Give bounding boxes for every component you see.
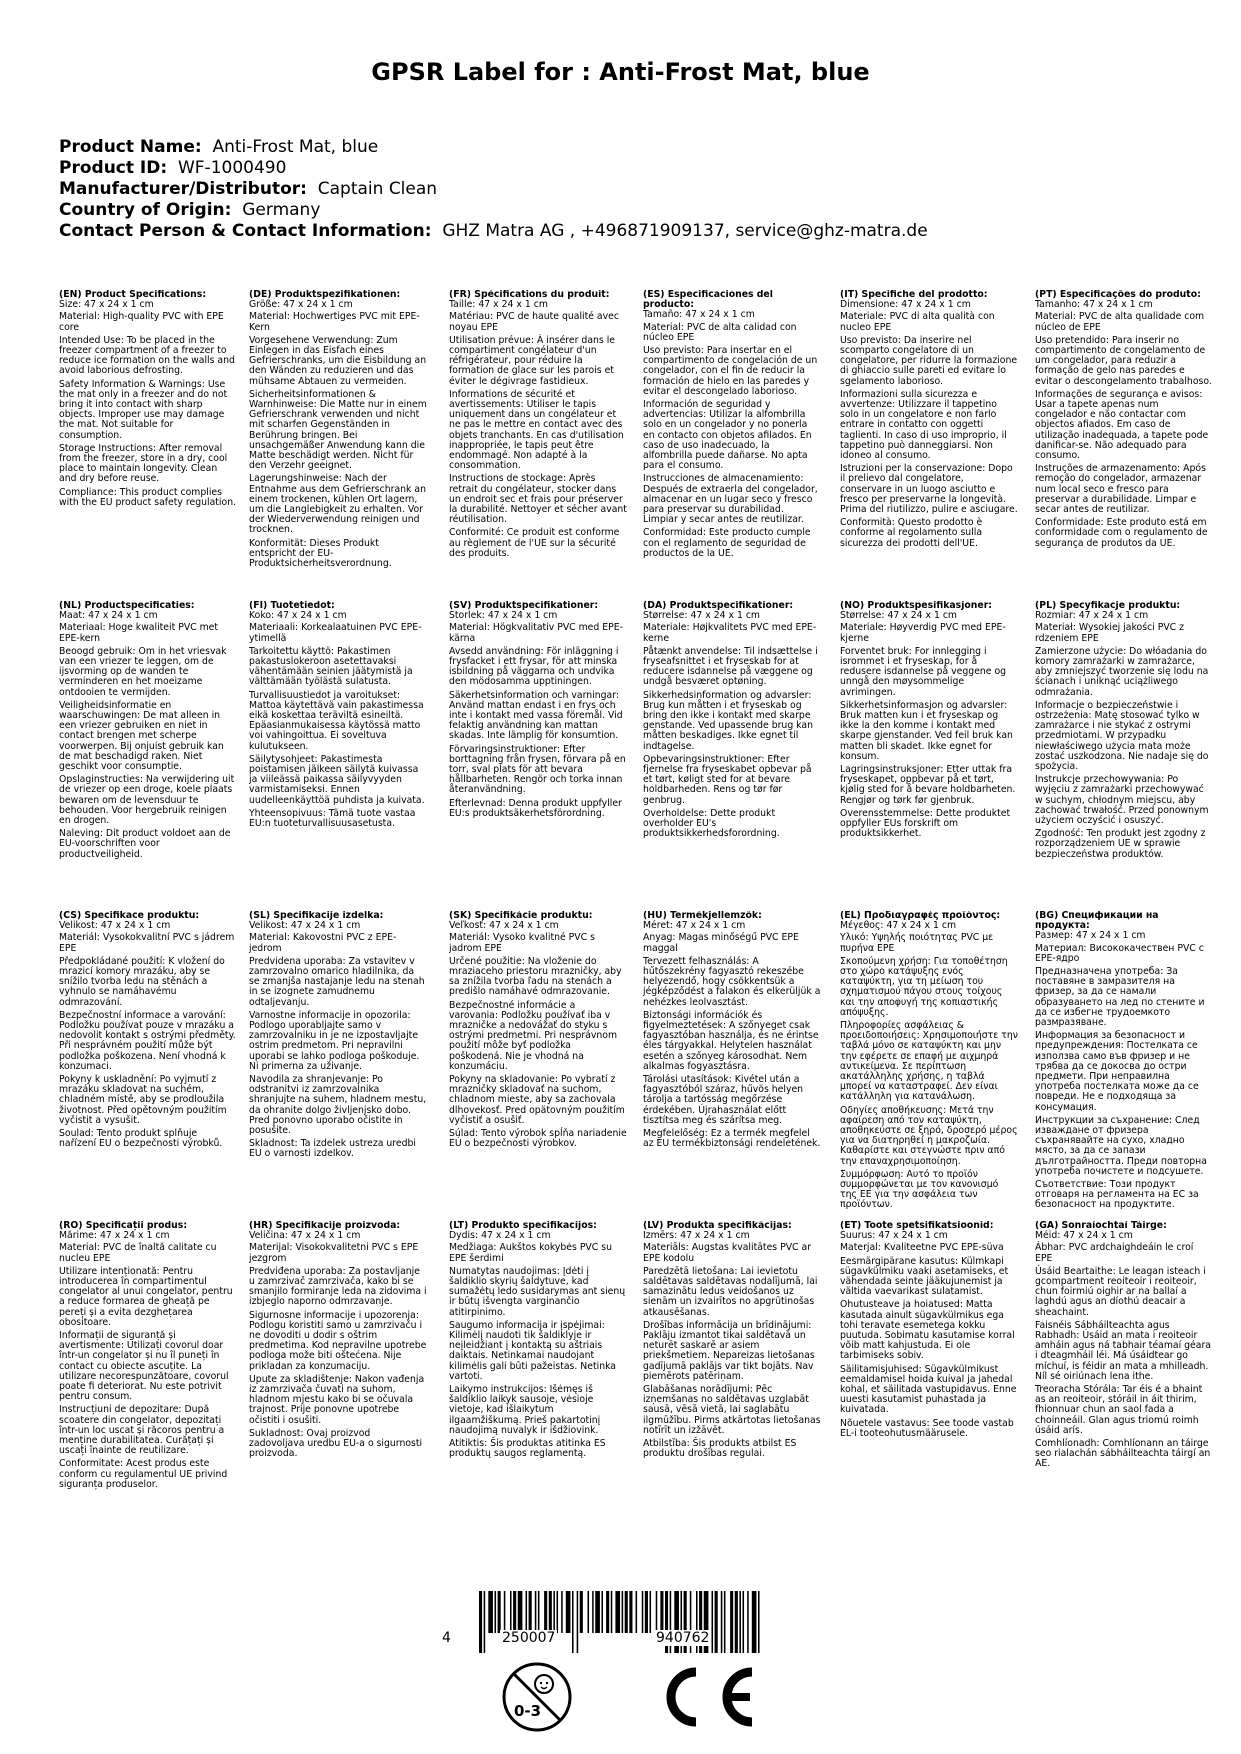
barcode-bar xyxy=(588,1591,590,1633)
spec-section-heading: (ET) Toote spetsifikatsioonid: xyxy=(840,1221,994,1231)
spec-section xyxy=(59,911,237,1211)
barcode-bar xyxy=(615,1591,620,1633)
spec-section xyxy=(249,1221,427,1521)
spec-paragraph: Materiál: Vysoko kvalitné PVC s jadrom EPE xyxy=(449,932,595,954)
barcode-bar xyxy=(642,1591,644,1633)
spec-paragraph: Material: High-quality PVC with EPE core xyxy=(59,311,224,333)
spec-paragraph: Lagerungshinweise: Nach der Entnahme aus dem Gefrierschrank an einem trockenen, kühlen Ort lagern, um die Langlebigkeit zu erhalten. Vor der Wiederverwendung reinigen und trocknen. xyxy=(249,473,426,536)
spec-section xyxy=(59,601,237,901)
spec-paragraph: Tárolási utasítások: Kivétel után a fagyasztóból száraz, hűvös helyen tárolja a tartósság megőrzése érdekében. Újrahasználat előtt tisztítsa meg és szárítsa meg. xyxy=(643,1074,804,1126)
product-header xyxy=(59,137,1189,242)
spec-section xyxy=(1035,290,1213,590)
contact-row: Contact Person & Contact Information: GHZ Matra AG , +496871909137, service@ghz-matra.de xyxy=(59,221,928,241)
spec-paragraph: Ábhar: PVC ardchaighdeáin le croí EPE xyxy=(1035,1242,1194,1264)
spec-paragraph: Méid: 47 x 24 x 1 cm xyxy=(1035,1230,1133,1242)
spec-paragraph: Размер: 47 x 24 x 1 cm xyxy=(1035,930,1146,942)
spec-paragraph: Efterlevnad: Denna produkt uppfyller EU:s produktsäkerhetsförordning. xyxy=(449,797,622,819)
spec-section xyxy=(643,911,821,1211)
spec-paragraph: Πληροφορίες ασφάλειας & προειδοποιήσεις: Χρησιμοποιήστε την ταβλά μόνο σε καταψύκτη και μην την εφέρετε σε επαφή με αιχμηρά αντικείμενα. Σε περίπτωση ακατάλληλης χρήσης, η ταβλά μπορεί να καταστραφεί. Δεν είναι κατάλληλη για κατανάλωση. xyxy=(840,1020,1018,1103)
barcode-bar xyxy=(611,1591,613,1633)
spec-section-heading: (SV) Produktspecifikationer: xyxy=(449,601,599,611)
barcode-bar xyxy=(601,1591,603,1633)
spec-section-heading: (BG) Спецификации на продукта: xyxy=(1035,911,1159,932)
spec-paragraph: Størrelse: 47 x 24 x 1 cm xyxy=(840,610,957,622)
barcode-bar xyxy=(660,1591,663,1633)
spec-paragraph: Ohutusteave ja hoiatused: Matta kasutada ainult sügavkülmikus ega tohi teravate esemetega kokku puutuda. Sobimatu kasutamise korral võib matt kahjustuda. Ei ole tarbimiseks sobiv. xyxy=(840,1299,1015,1362)
spec-paragraph: Materiale: Høyverdig PVC med EPE-kjerne xyxy=(840,622,1006,644)
spec-section-heading: (LV) Produkta specifikācijas: xyxy=(643,1221,792,1231)
spec-paragraph: Materiaal: Hoge kwaliteit PVC met EPE-kern xyxy=(59,622,219,644)
spec-paragraph: Instrucciones de almacenamiento: Después de extraerla del congelador, almacenar en un lugar seco y fresco para preservar su durabilidad. Limpiar y secar antes de reutilizar. xyxy=(643,473,818,526)
barcode-bar xyxy=(622,1591,624,1633)
spec-paragraph: Συμμόρφωση: Αυτό το προϊόν συμμορφώνεται με τον κανονισμό της ΕΕ για την ασφάλεια των προϊόντων. xyxy=(840,1168,999,1211)
spec-paragraph: Utilizare intenționată: Pentru introducerea în compartimentul congelator al unui congelator, pentru a reduce formarea de gheață pe pereți și a evita dezghețarea obositoare. xyxy=(59,1265,233,1328)
contact-info: GHZ Matra AG , +496871909137, service@ghz-matra.de xyxy=(442,221,928,241)
product-id-row: Product ID: WF-1000490 xyxy=(59,158,287,178)
spec-paragraph: Tarkoitettu käyttö: Pakastimen pakastuslokeroon asetettavaksi vähentämään seinien jäätymistä ja välttämään työlästä sulatusta. xyxy=(249,645,413,688)
spec-paragraph: Určené použitie: Na vloženie do mraziaceho priestoru mrazničky, aby sa znížila tvorba ľadu na stenách a predišlo namáhavé odmrazovanie. xyxy=(449,955,622,998)
spec-section-heading: (FI) Tuotetiedot: xyxy=(249,601,335,611)
spec-paragraph: Υλικό: Υψηλής ποιότητας PVC με πυρήνα EPE xyxy=(840,932,994,954)
spec-section xyxy=(449,601,627,901)
spec-paragraph: Säkerhetsinformation och varningar: Använd mattan endast i en frys och inte i kontakt med vassa föremål. Vid felaktig användning kan mattan skadas. Inte lämplig för konsumtion. xyxy=(449,689,623,742)
spec-paragraph: Uso previsto: Para insertar en el compartimento de congelación de un congelador, con el fin de reducir la formación de hielo en las paredes y evitar el descongelado laborioso. xyxy=(643,345,818,397)
spec-section-heading: (SK) Špecifikácie produktu: xyxy=(449,911,593,921)
barcode-bar xyxy=(495,1591,497,1633)
product-name-row: Product Name: Anti-Frost Mat, blue xyxy=(59,137,379,157)
spec-paragraph: Veiligheidsinformatie en waarschuwingen: De mat alleen in een vriezer gebruiken en niet in contact brengen met scherpe voorwerpen. Bij onjuist gebruik kan de mat beschadigd raken. Niet geschikt voor consumptie. xyxy=(59,699,224,773)
spec-paragraph: Uso previsto: Da inserire nel scomparto congelatore di un congelatore, per ridurre la formazione di ghiaccio sulle pareti ed evitare lo sgelamento laborioso. xyxy=(840,334,1018,387)
barcode-bar xyxy=(553,1591,555,1633)
spec-paragraph: Compliance: This product complies with the EU product safety regulation. xyxy=(59,486,237,508)
spec-paragraph: Varnostne informacije in opozorila: Podlogo uporabljajte samo v zamrzovalniku in je ne izpostavljajte ostrim predmetom. Pri nepravilni uporabi se lahko podloga poškoduje. Ni primerna za uživanje. xyxy=(249,1009,420,1072)
spec-section-heading: (EL) Προδιαγραφές προϊόντος: xyxy=(840,911,1001,921)
spec-paragraph: Größe: 47 x 24 x 1 cm xyxy=(249,299,353,311)
spec-section xyxy=(449,911,627,1211)
spec-paragraph: Atbilstība: Šis produkts atbilst ES produktu drošības regulai. xyxy=(643,1438,797,1460)
spec-paragraph: Súlad: Tento výrobok spĺňa nariadenie EÚ o bezpečnosti výrobkov. xyxy=(449,1128,627,1150)
spec-section-heading: (PL) Specyfikacje produktu: xyxy=(1035,601,1181,611)
spec-section xyxy=(59,1221,237,1521)
spec-paragraph: Vorgesehene Verwendung: Zum Einlegen in das Eisfach eines Gefrierschranks, um die Eisbildung an den Wänden zu reduzieren und das mühsame Abtauen zu vermeiden. xyxy=(249,334,427,387)
barcode-bar xyxy=(656,1591,658,1633)
spec-paragraph: Materjal: Kvaliteetne PVC EPE-süva xyxy=(840,1242,1004,1254)
spec-paragraph: Conformidad: Este producto cumple con el reglamento de seguridad de productos de la UE. xyxy=(643,527,811,559)
spec-paragraph: Säilitamisjuhised: Sügavkülmikust eemaldamisel hoida kuival ja jahedal kohal, et säilitada vastupidavus. Enne uuesti kasutamist puhastada ja kuivatada. xyxy=(840,1363,1017,1416)
spec-paragraph: Størrelse: 47 x 24 x 1 cm xyxy=(643,610,760,622)
spec-section xyxy=(1035,911,1213,1211)
spec-paragraph: Istruzioni per la conservazione: Dopo il prelievo dal congelatore, conservare in un luogo asciutto e fresco per preservarne la longevità. Prima del riutilizzo, pulire e asciugare. xyxy=(840,463,1018,516)
spec-paragraph: Matériau: PVC de haute qualité avec noyau EPE xyxy=(449,311,619,333)
spec-paragraph: Tamaño: 47 x 24 x 1 cm xyxy=(643,309,755,321)
spec-paragraph: Pokyny k uskladnění: Po vyjmutí z mrazáku skladovat na suchém, chladném místě, aby se prodloužila životnost. Před opětovným použitím vyčistit a vysušit. xyxy=(59,1074,227,1126)
spec-paragraph: Biztonsági információk és figyelmeztetések: A szőnyeget csak fagyasztóban használja, és ne érintse éles tárgyakkal. Helytelen használat esetén a szőnyeg károsodhat. Nem alkalmas fogyasztásra. xyxy=(643,1009,819,1072)
spec-paragraph: Conformidade: Este produto está em conformidade com o regulamento de segurança de produtos da UE. xyxy=(1035,517,1208,549)
manufacturer: Captain Clean xyxy=(317,179,438,199)
barcode-bar xyxy=(606,1591,609,1633)
spec-paragraph: Predviđena uporaba: Za postavljanje u zamrzivač zamrzivača, kako bi se smanjilo formiranje leda na zidovima i izbjeglo naporno odmrzavanje. xyxy=(249,1265,427,1308)
spec-paragraph: Conformità: Questo prodotto è conforme al regolamento sulla sicurezza dei prodotti dell'UE. xyxy=(840,517,983,549)
spec-paragraph: Dimensione: 47 x 24 x 1 cm xyxy=(840,299,971,311)
barcode-bar xyxy=(526,1591,528,1633)
barcode-bar xyxy=(595,1591,600,1633)
barcode-bar xyxy=(544,1591,547,1633)
spec-section-heading: (DE) Produktspezifikationen: xyxy=(249,290,401,300)
barcode-bar xyxy=(580,1591,583,1633)
spec-paragraph: Nõuetele vastavus: See toode vastab EL-i tooteohutusmäärusele. xyxy=(840,1417,1014,1439)
spec-paragraph: Instructions de stockage: Après retrait du congélateur, stocker dans un endroit sec et frais pour préserver la durabilité. Nettoyer et sécher avant réutilisation. xyxy=(449,473,627,526)
spec-paragraph: Sicherheitsinformationen & Warnhinweise: Die Matte nur in einem Gefrierschrank verwenden und nicht mit scharfen Gegenständen in Berührung bringen. Bei unsachgemäßer Anwendung kann die Matte beschädigt werden. Nicht für den Verzehr geeignet. xyxy=(249,388,427,472)
spec-paragraph: Velikost: 47 x 24 x 1 cm xyxy=(249,920,361,932)
spec-paragraph: Upute za skladištenje: Nakon vađenja iz zamrzivača čuvati na suhom, hladnom mjestu kako bi se očuvala trajnost. Prije ponovne upotrebe očistiti i osušiti. xyxy=(249,1373,425,1426)
spec-paragraph: Overholdelse: Dette produkt overholder EU's produktsikkerhedsforordning. xyxy=(643,807,780,840)
spec-paragraph: Informații de siguranță și avertismente: Utilizați covorul doar într-un congelator și nu îl puneți în contact cu obiecte ascuțite. La utilizare necorespunzătoare, covorul poate fi deteriorat. Nu este potrivit pentru consum. xyxy=(59,1330,229,1403)
spec-paragraph: Informações de segurança e avisos: Usar a tapete apenas num congelador e não contactar com objectos afiados. Em caso de utilização inadequada, a tapete pode danificar-se. Não adequado para consumo. xyxy=(1035,388,1209,462)
spec-paragraph: Intended Use: To be placed in the freezer compartment of a freezer to reduce ice formation on the walls and avoid laborious defrosting. xyxy=(59,334,235,377)
spec-paragraph: Instruções de armazenamento: Após remoção do congelador, armazenar num local seco e fresco para preservar a durabilidade. Limpar e secar antes de reutilizar. xyxy=(1035,463,1206,516)
spec-paragraph: Veľkosť: 47 x 24 x 1 cm xyxy=(449,920,559,932)
origin-row: Country of Origin: Germany xyxy=(59,200,321,220)
spec-paragraph: Opslaginstructies: Na verwijdering uit de vriezer op een droge, koele plaats bewaren om de levensduur te behouden. Voor hergebruik reinigen en drogen. xyxy=(59,774,235,827)
spec-paragraph: Материал: Висококачествен PVC с EPE-ядро xyxy=(1035,942,1204,964)
spec-paragraph: Material: Kakovostni PVC z EPE-jedrom xyxy=(249,932,397,954)
svg-text:0-3: 0-3 xyxy=(514,1702,542,1720)
spec-section-heading: (DA) Produktspecifikationer: xyxy=(643,601,794,611)
spec-paragraph: Materiał: Wysokiej jakości PVC z rdzeniem EPE xyxy=(1035,622,1185,644)
spec-paragraph: Material: PVC de alta qualidade com núcleo de EPE xyxy=(1035,311,1205,333)
barcode-digits-left: 250007 xyxy=(502,1630,556,1646)
spec-paragraph: Comhlíonadh: Comhlíonann an táirge seo rialachán sábháilteachta táirgí an AE. xyxy=(1035,1438,1211,1470)
spec-section xyxy=(1035,1221,1213,1521)
country-of-origin: Germany xyxy=(242,200,321,220)
spec-section-heading: (LT) Produkto specifikacijos: xyxy=(449,1221,597,1231)
barcode-digits xyxy=(440,1630,800,1652)
spec-paragraph: Medžiaga: Aukštos kokybės PVC su EPE šerdimi xyxy=(449,1242,612,1264)
spec-paragraph: Sigurnosne informacije i upozorenja: Podlogu koristiti samo u zamrzivaču i ne dovoditi u dodir s oštrim predmetima. Kod nepravilne upotrebe podloga može biti oštećena. Nije prikladan za konzumaciju. xyxy=(249,1309,427,1372)
spec-section xyxy=(643,1221,821,1521)
spec-section xyxy=(840,601,1018,901)
spec-paragraph: Materiale: Højkvalitets PVC med EPE-kerne xyxy=(643,622,817,644)
spec-paragraph: Yhteensopivuus: Tämä tuote vastaa EU:n tuoteturvallisuusasetusta. xyxy=(249,807,416,830)
spec-paragraph: Lagringsinstruksjoner: Etter uttak fra fryseskapet, oppbevar på et tørt, kjølig sted for å bevare holdbarheten. Rengjør og tørk før gjenbruk. xyxy=(840,764,1016,806)
barcode-digit-first: 4 xyxy=(442,1630,451,1646)
barcode-bar xyxy=(510,1591,512,1633)
page-title: GPSR Label for : Anti-Frost Mat, blue xyxy=(371,58,870,86)
spec-paragraph: Předpokládané použití: K vložení do mrazicí komory mrazáku, aby se snížilo tvorba ledu na stěnách a vyhnulo se namáhavému odmrazování. xyxy=(59,955,225,1008)
spec-section-heading: (GA) Sonraíochtaí Táirge: xyxy=(1035,1221,1167,1231)
spec-paragraph: Οδηγίες αποθήκευσης: Μετά την αφαίρεση από τον καταψύκτη, αποθηκεύστε σε ξηρό, δροσερό μέρος για να διατηρηθεί η μακροζωία. Καθαρίστε και στεγνώστε πριν από την επαναχρησιμοποίηση. xyxy=(840,1104,1018,1167)
spec-paragraph: Forventet bruk: For innlegging i isrommet i et fryseskap, for å redusere isdannelse på veggene og unngå den møysommelige avrimingen. xyxy=(840,645,1007,698)
spec-paragraph: Materiale: PVC di alta qualità con nucleo EPE xyxy=(840,311,995,333)
spec-paragraph: Sukladnost: Ovaj proizvod zadovoljava uredbu EU-a o sigurnosti proizvoda. xyxy=(249,1427,423,1460)
spec-paragraph: Glabāšanas norādījumi: Pēc izņemšanas no saldētavas uzglabāt sausā, vēsā vietā, lai saglabātu ilgmūžību. Pirms atkārtotas lietošanas notīrīt un izžāvēt. xyxy=(643,1384,821,1436)
spec-paragraph: Konformität: Dieses Produkt entspricht der EU-Produktsicherheitsverordnung. xyxy=(249,537,392,570)
spec-paragraph: Съответствие: Този продукт отговаря на регламента на ЕС за безопасност на продуктите. xyxy=(1035,1179,1199,1211)
spec-section-heading: (PT) Especificações do produto: xyxy=(1035,290,1201,300)
barcode-bar xyxy=(538,1591,540,1633)
barcode-bar xyxy=(498,1591,501,1633)
spec-paragraph: Conformitate: Acest produs este conform cu regulamentul UE privind siguranța produselor. xyxy=(59,1458,228,1490)
spec-paragraph: Material: PVC de înaltă calitate cu nucleu EPE xyxy=(59,1242,217,1264)
spec-paragraph: Uso pretendido: Para inserir no compartimento de congelamento de um congelador, para reduzir a formação de gelo nas paredes e evitar o descongelamento trabalhoso. xyxy=(1035,334,1212,387)
spec-section xyxy=(643,290,821,590)
barcode-bar xyxy=(557,1591,559,1633)
spec-paragraph: Overensstemmelse: Dette produktet oppfyller EUs forskrift om produktsikkerhet. xyxy=(840,807,1011,840)
spec-paragraph: Dydis: 47 x 24 x 1 cm xyxy=(449,1230,551,1242)
spec-section xyxy=(840,911,1018,1211)
spec-paragraph: Méret: 47 x 24 x 1 cm xyxy=(643,920,746,932)
spec-paragraph: Opbevaringsinstruktioner: Efter fjernelse fra fryseskabet opbevar på et tørt, køligt sted for at bevare holdbarheden. Rens og tør før genbrug. xyxy=(643,753,812,806)
spec-paragraph: Informazioni sulla sicurezza e avvertenze: Utilizzare il tappetino solo in un congelatore e non farlo entrare in contatto con oggetti taglienti. In caso di uso improprio, il tappetino può danneggiarsi. Non idoneo al consumo. xyxy=(840,388,1007,462)
barcode-bar xyxy=(650,1591,652,1633)
spec-section xyxy=(1035,601,1213,901)
spec-section-heading: (RO) Specificații produs: xyxy=(59,1221,188,1231)
spec-paragraph: Storage Instructions: After removal from the freezer, store in a dry, cool place to maintain longevity. Clean and dry before reuse. xyxy=(59,442,228,485)
spec-paragraph: Koko: 47 x 24 x 1 cm xyxy=(249,610,347,622)
spec-paragraph: Materiāls: Augstas kvalitātes PVC ar EPE kodolu xyxy=(643,1242,812,1264)
spec-section-heading: (FR) Spécifications du produit: xyxy=(449,290,610,300)
spec-paragraph: Предназначена употреба: За поставяне в замразителя на фризер, за да се намали образуването на лед по стените и да се избегне трудоемкото размразяване. xyxy=(1035,966,1205,1029)
spec-paragraph: Sikkerhetsinformasjon og advarsler: Bruk matten kun i et fryseskap og ikke la den komme i kontakt med skarpe gjenstander. Ved feil bruk kan matten bli skadet. Ikke egnet for konsum. xyxy=(840,699,1013,762)
spec-paragraph: Material: Hochwertiges PVC mit EPE-Kern xyxy=(249,311,420,333)
spec-section-heading: (CS) Specifikace produktu: xyxy=(59,911,200,921)
spec-section-heading: (SL) Specifikacije izdelka: xyxy=(249,911,384,921)
barcode-bar xyxy=(529,1591,532,1633)
spec-paragraph: Инструкции за съхранение: След изваждане от фризера съхранявайте на сухо, хладно място, за да се запази дълготрайността. Преди повторна употреба почистете и подсушете. xyxy=(1035,1114,1207,1177)
spec-paragraph: Bezpečnostní informace a varování: Podložku používat pouze v mrazáku a nedovolit kontakt s ostrými předměty. Při nesprávném použití může být podložka poškozena. Není vhodná k konzumaci. xyxy=(59,1009,236,1072)
spec-section-heading: (HU) Termékjellemzők: xyxy=(643,911,762,921)
spec-section xyxy=(249,911,427,1211)
spec-paragraph: Tamanho: 47 x 24 x 1 cm xyxy=(1035,299,1153,311)
spec-paragraph: Eesmärgipärane kasutus: Külmkapi sügavkülmiku vaaki asetamiseks, et vähendada seinte jääkujunemist ja vältida vaevarikast sulatamist. xyxy=(840,1255,1009,1298)
spec-paragraph: Materijal: Visokokvalitetni PVC s EPE jezgrom xyxy=(249,1242,419,1264)
spec-paragraph: Bezpečnostné informácie a varovania: Podložku používať iba v mrazničke a nedovážať do styku s ostrými predmetmi. Pri nesprávnom použití môže byť podložka poškodená. Nie je vhodná na konzumáciu. xyxy=(449,999,618,1072)
spec-paragraph: Instrucțiuni de depozitare: După scoatere din congelator, depozitați într-un loc uscat și răcoros pentru a menține durabilitatea. Curățați și uscați înainte de reutilizare. xyxy=(59,1404,225,1457)
spec-paragraph: Laikymo instrukcijos: Išėmęs iš šaldiklio laikyk sausoje, vėsioje vietoje, kad išlaikytum ilgaamžiškumą. Prieš pakartotinį naudojimą nuvalyk ir išdžiovink. xyxy=(449,1384,601,1436)
spec-paragraph: Drošības informācija un brīdinājumi: Paklāju izmantot tikai saldētavā un neturēt saskarē ar asiem priekšmetiem. Nepareizas lietošanas gadījumā paklājs var tikt bojāts. Nav piemērots patēriņam. xyxy=(643,1319,815,1382)
spec-paragraph: Safety Information & Warnings: Use the mat only in a freezer and do not bring it into contact with sharp objects. Improper use may damage the mat. Not suitable for consumption. xyxy=(59,378,228,441)
spec-paragraph: Treoracha Stórála: Tar éis é a bhaint as an reoiteoir, stóráil in áit thirim, fhionnuar chun an saol fada a choinneáil. Glan agus triomú roimh úsáid arís. xyxy=(1035,1384,1203,1436)
spec-paragraph: Navodila za shranjevanje: Po odstranitvi iz zamrzovalnika shranjujte na suhem, hladnem mestu, da ohranite dolgo življenjsko dobo. Pred ponovno uporabo očistite in posušite. xyxy=(249,1074,427,1137)
spec-paragraph: Pokyny na skladovanie: Po vybratí z mrazničky skladovať na suchom, chladnom mieste, aby sa zachovala dlhovekosť. Pred opätovným použitím vyčistiť a osušiť. xyxy=(449,1074,625,1126)
spec-paragraph: Atitiktis: Šis produktas atitinka ES produktų saugos reglamentą. xyxy=(449,1438,606,1460)
spec-paragraph: Förvaringsinstruktioner: Efter borttagning från frysen, förvara på en torr, sval plats för att bevara hållbarheten. Rengör och torka innan återanvändning. xyxy=(449,743,626,796)
spec-paragraph: Suurus: 47 x 24 x 1 cm xyxy=(840,1230,948,1242)
spec-paragraph: Megfelelőség: Ez a termék megfelel az EU termékbiztonsági rendeletének. xyxy=(643,1128,821,1150)
spec-section-heading: (ES) Especificaciones del producto: xyxy=(643,290,773,311)
spec-paragraph: Izmērs: 47 x 24 x 1 cm xyxy=(643,1230,750,1242)
spec-paragraph: Úsáid Beartaithe: Le leagan isteach i gcompartment reoiteoir i reoiteoir, chun foirmiú oighir ar na ballaí a laghdú agus an díothú deacair a sheachaint. xyxy=(1035,1265,1206,1318)
spec-paragraph: Μέγεθος: 47 x 24 x 1 cm xyxy=(840,920,957,932)
spec-paragraph: Turvallisuustiedot ja varoitukset: Mattoa käytettävä vain pakastimessa eikä koskettaa teräviltä esineiltä. Epäasianmukaisessa käytössä matto voi vahingoittua. Ei soveltuva kulutukseen. xyxy=(249,689,424,752)
barcode-bar xyxy=(645,1591,648,1633)
barcode-bar xyxy=(535,1591,537,1633)
spec-paragraph: Soulad: Tento produkt splňuje nařízení EU o bezpečnosti výrobků. xyxy=(59,1128,223,1150)
spec-paragraph: Numatytas naudojimas: Įdėti į šaldiklio skyrių šaldytuve, kad sumažėtų ledo susidarymas ant sienų ir būtų išvengta varginančio atitirpinimo. xyxy=(449,1265,626,1318)
spec-paragraph: Σκοπούμενη χρήση: Για τοποθέτηση στο χώρο κατάψυξης ενός καταψύκτη, για τη μείωση του σχηματισμού πάγου στους τοίχους και την αποφυγή της κοπιαστικής απόψυξης. xyxy=(840,955,1008,1018)
spec-paragraph: Zamierzone użycie: Do włóadania do komory zamrażarki w zamrażarce, aby zmniejszyć tworzenie się lodu na ścianach i uniknąć uciążliwego odmrażania. xyxy=(1035,645,1209,698)
spec-section xyxy=(449,290,627,590)
spec-paragraph: Rozmiar: 47 x 24 x 1 cm xyxy=(1035,610,1149,622)
spec-section xyxy=(840,290,1018,590)
spec-paragraph: Materiaali: Korkealaatuinen PVC EPE-ytimellä xyxy=(249,622,422,644)
spec-paragraph: Naleving: Dit product voldoet aan de EU-voorschriften voor productveiligheid. xyxy=(59,828,231,860)
spec-paragraph: Faisnéis Sábháilteachta agus Rabhadh: Úsáid an mata i reoiteoir amháin agus ná tabhair téamaí géara i dteagmháil léi. Má úsáidtear go míchuí, is féidir an mata a mhilleadh. Níl sé oiriúnach lena ithe. xyxy=(1035,1319,1211,1382)
barcode-bar xyxy=(549,1591,552,1633)
spec-paragraph: Informations de sécurité et avertissements: Utiliser le tapis uniquement dans un congélateur et ne pas le mettre en contact avec des objets tranchants. En cas d'utilisation inappropriée, le tapis peut être endommagé. Non adapté à la consommation. xyxy=(449,388,624,472)
manufacturer-row: Manufacturer/Distributor: Captain Clean xyxy=(59,179,438,199)
spec-paragraph: Sikkerhedsinformation og advarsler: Brug kun måtten i et fryseskab og bring den ikke i kontakt med skarpe genstande. Ved upassende brug kan måtten beskadiges. Ikke egnet til indtagelse. xyxy=(643,689,813,752)
spec-paragraph: Predvidena uporaba: Za vstavitev v zamrzovalno omarico hladilnika, da se zmanjša nastajanje ledu na stenah in se izognete zamudnemu odtaljevanju. xyxy=(249,955,425,1008)
spec-paragraph: Material: Högkvalitativ PVC med EPE-kärna xyxy=(449,622,623,644)
spec-paragraph: Påtænkt anvendelse: Til indsættelse i fryseafsnittet i et fryseskab for at reducere isdannelse på væggene og undgå besværet optøning. xyxy=(643,645,818,688)
spec-paragraph: Material: PVC de alta calidad con núcleo EPE xyxy=(643,321,797,343)
spec-section xyxy=(249,601,427,901)
barcode-bar xyxy=(518,1591,523,1633)
spec-paragraph: Anyag: Magas minőségű PVC EPE maggal xyxy=(643,932,799,954)
barcode-bar xyxy=(625,1591,628,1633)
barcode-bar xyxy=(504,1591,506,1633)
spec-paragraph: Mărime: 47 x 24 x 1 cm xyxy=(59,1230,170,1242)
spec-section-heading: (EN) Product Specifications: xyxy=(59,290,207,300)
spec-paragraph: Informacje o bezpieczeństwie i ostrzeżenia: Matę stosować tylko w zamrażarce i nie stykać z ostrymi przedmiotami. W przypadku niewłaściwego użycia mata może zostać uszkodzona. Nie nadaje się do spożycia. xyxy=(1035,699,1209,773)
spec-paragraph: Size: 47 x 24 x 1 cm xyxy=(59,299,154,311)
spec-paragraph: Avsedd användning: För inläggning i frysfacket i ett frysar, för att minska isbildning på väggarna och undvika den mödosamma upptiningen. xyxy=(449,645,619,688)
spec-section xyxy=(59,290,237,590)
spec-section xyxy=(643,601,821,901)
spec-section xyxy=(249,290,427,590)
spec-paragraph: Информация за безопасност и предупреждения: Постелката се използва само във фризер и не трябва да се докосва до остри предмети. При неправилна употреба постелката може да се повреди. Не е подходяща за консумация. xyxy=(1035,1030,1199,1113)
spec-section-heading: (NO) Produktspesifikasjoner: xyxy=(840,601,993,611)
spec-section xyxy=(449,1221,627,1521)
spec-paragraph: Veličina: 47 x 24 x 1 cm xyxy=(249,1230,361,1242)
age-warning-0-3-icon xyxy=(500,1660,574,1734)
barcode-digits-right: 940762 xyxy=(656,1630,710,1646)
spec-paragraph: Saugumo informacija ir įspėjimai: Kilimėlį naudoti tik šaldiklyje ir neįleidžiant į kontaktą su aštriais daiktais. Netinkamai naudojant kilimėlis gali būti pažeistas. Netinka vartoti. xyxy=(449,1319,617,1382)
spec-paragraph: Información de seguridad y advertencias: Utilizar la alfombrilla solo en un congelador y no ponerla en contacto con objetos afilados. En caso de uso inadecuado, la alfombrilla puede dañarse. No apta para el consumo. xyxy=(643,399,812,472)
spec-paragraph: Paredzētā lietošana: Lai ievietotu saldētavas saldētavas nodalījumā, lai samazinātu ledus veidošanos uz sienām un izvairītos no apgrūtinošas atkausēšanas. xyxy=(643,1265,818,1318)
spec-paragraph: Beoogd gebruik: Om in het vriesvak van een vriezer te leggen, om de ijsvorming op de wanden te verminderen en het moeizame ontdooien te vermijden. xyxy=(59,645,227,698)
spec-paragraph: Materiál: Vysokokvalitní PVC s jádrem EPE xyxy=(59,932,235,954)
spec-section-heading: (IT) Specifiche del prodotto: xyxy=(840,290,988,300)
ce-mark-icon xyxy=(652,1660,762,1734)
spec-paragraph: Zgodność: Ten produkt jest zgodny z rozporządzeniem UE w sprawie bezpieczeństwa produktów. xyxy=(1035,828,1206,860)
barcode-bar xyxy=(488,1591,493,1633)
spec-paragraph: Storlek: 47 x 24 x 1 cm xyxy=(449,610,558,622)
spec-section xyxy=(840,1221,1018,1521)
spec-paragraph: Skladnost: Ta izdelek ustreza uredbi EU o varnosti izdelkov. xyxy=(249,1138,417,1160)
compliance-icons xyxy=(500,1660,800,1740)
spec-paragraph: Taille: 47 x 24 x 1 cm xyxy=(449,299,548,311)
spec-paragraph: Maat: 47 x 24 x 1 cm xyxy=(59,610,158,622)
product-id: WF-1000490 xyxy=(177,158,287,178)
spec-paragraph: Velikost: 47 x 24 x 1 cm xyxy=(59,920,171,932)
spec-paragraph: Utilisation prévue: À insérer dans le compartiment congélateur d'un réfrigérateur, pour réduire la formation de glace sur les parois et éviter le dégivrage fastidieux. xyxy=(449,334,616,387)
barcode-bar xyxy=(566,1591,571,1633)
barcode-bar xyxy=(636,1591,638,1633)
product-name: Anti-Frost Mat, blue xyxy=(212,137,379,157)
barcode-bar xyxy=(592,1591,594,1633)
spec-paragraph: Säilytysohjeet: Pakastimesta poistamisen jälkeen säilytä kuivassa ja viileässä paikassa säilyvyyden varmistamiseksi. Ennen uudelleenkäyttöä puhdista ja kuivata. xyxy=(249,753,425,806)
spec-paragraph: Tervezett felhasználás: A hűtőszekrény fagyasztó rekeszébe helyezendő, hogy csökkentsük a jégképződést a falakon és elkerüljük a nehézkes leolvasztást. xyxy=(643,955,821,1008)
spec-section-heading: (HR) Specifikacije proizvoda: xyxy=(249,1221,401,1231)
spec-paragraph: Instrukcje przechowywania: Po wyjęciu z zamrażarki przechowywać w suchym, chłodnym miejscu, aby zachować trwałość. Przed ponownym użyciem oczyścić i osuszyć. xyxy=(1035,774,1209,827)
barcode-bar xyxy=(561,1591,563,1633)
spec-paragraph: Conformité: Ce produit est conforme au règlement de l'UE sur la sécurité des produits. xyxy=(449,527,620,559)
spec-section-heading: (NL) Productspecificaties: xyxy=(59,601,195,611)
barcode-bar xyxy=(513,1591,516,1633)
barcode-bar xyxy=(629,1591,632,1633)
